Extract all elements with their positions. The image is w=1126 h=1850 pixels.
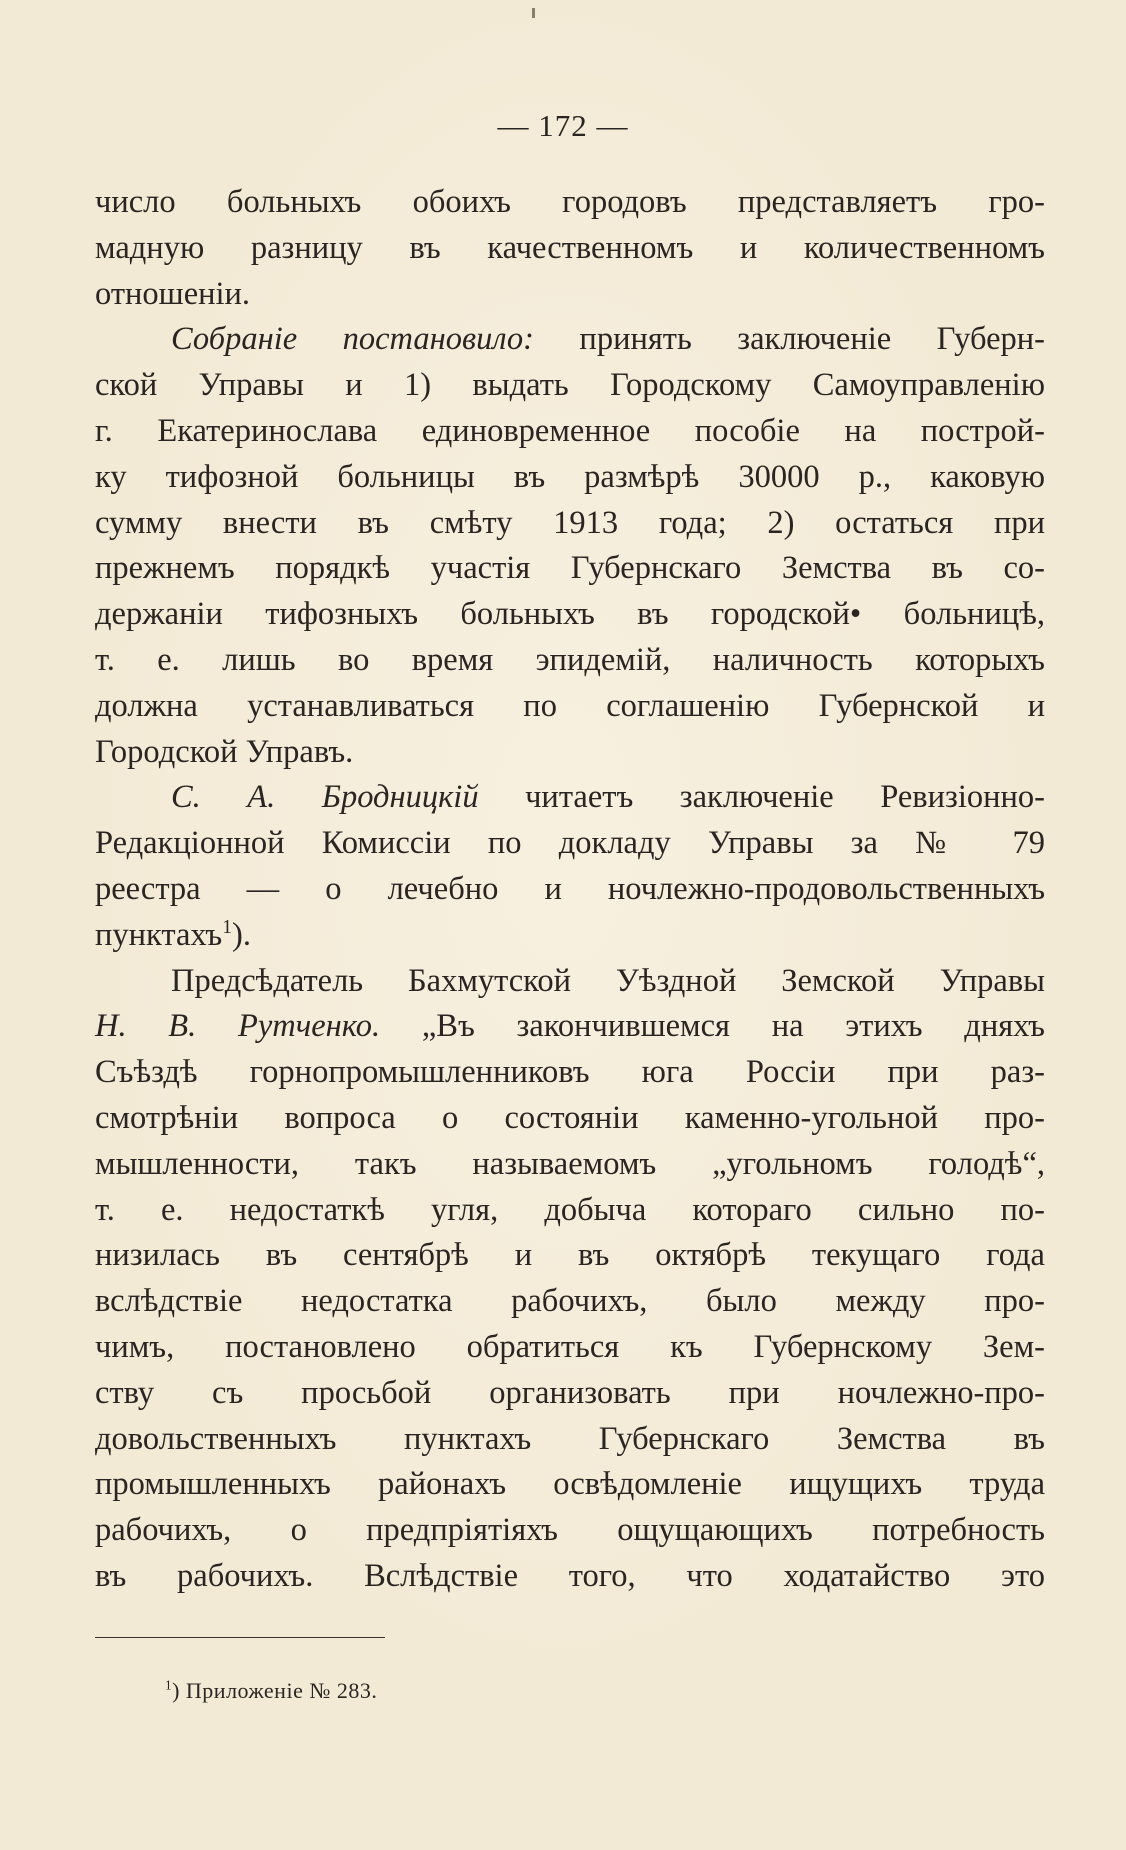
body-text xyxy=(95,180,1045,1600)
italic-name: С. А. Бродницкій xyxy=(171,779,479,816)
text-line: въ рабочихъ. Вслѣдствіе того, что ходатайство это xyxy=(95,1557,1045,1594)
text-line: Собраніе постановило: принять заключеніе Губерн- xyxy=(171,321,1046,358)
text-line: Редакціонной Комиссіи по докладу Управы за № 79 xyxy=(95,825,1045,862)
footnote-ref: 1 xyxy=(222,916,232,938)
text-line: т. е. лишь во время эпидемій, наличность которыхъ xyxy=(95,641,1045,678)
text-line: низилась въ сентябрѣ и въ октябрѣ текущаго года xyxy=(95,1237,1045,1274)
text-line: вслѣдствіе недостатка рабочихъ, было между про- xyxy=(95,1283,1045,1320)
text-line: чимъ, постановлено обратиться къ Губернскому Зем- xyxy=(95,1328,1045,1365)
footnote xyxy=(165,1678,377,1704)
footnote-text: ) Приложеніе № 283. xyxy=(172,1678,378,1703)
page-number: — 172 — xyxy=(497,108,629,143)
printer-mark xyxy=(532,8,535,18)
text-line: С. А. Бродницкій читаетъ заключеніе Ревизіонно- xyxy=(171,779,1045,816)
text-line: ству съ просьбой организовать при ночлежно-про- xyxy=(95,1374,1045,1411)
text-line: смотрѣніи вопроса о состояніи каменно-угольной про- xyxy=(95,1099,1045,1136)
text-line: должна устанавливаться по соглашенію Губернской и xyxy=(95,687,1045,724)
text-line: Предсѣдатель Бахмутской Уѣздной Земской Управы xyxy=(171,962,1045,999)
text-line: прежнемъ порядкѣ участія Губернскаго Земства въ со- xyxy=(95,550,1045,587)
text-line: сумму внести въ смѣту 1913 года; 2) остаться при xyxy=(95,504,1045,541)
text-line: рабочихъ, о предпріятіяхъ ощущающихъ потребность xyxy=(95,1512,1045,1549)
text-line: пунктахъ$^1$). xyxy=(95,916,251,953)
italic-phrase: Собраніе постановило: xyxy=(171,321,534,358)
italic-name: Н. В. Рутченко. xyxy=(95,1008,381,1045)
footnote-marker: 1 xyxy=(165,1677,173,1693)
text-line: мышленности, такъ называемомъ „угольномъ голодѣ“, xyxy=(95,1145,1045,1182)
text-line: держаніи тифозныхъ больныхъ въ городской• больницѣ, xyxy=(95,596,1045,633)
text-line: реестра — о лечебно и ночлежно-продовольственныхъ xyxy=(95,870,1045,907)
text-line: Городской Управъ. xyxy=(95,733,354,770)
text-line: Съѣздѣ горнопромышленниковъ юга Россіи при раз- xyxy=(95,1054,1045,1091)
text-line: число больныхъ обоихъ городовъ представляетъ гро- xyxy=(95,184,1045,220)
text-line: г. Екатеринослава единовременное пособіе на построй- xyxy=(95,412,1045,449)
text-line: промышленныхъ районахъ освѣдомленіе ищущихъ труда xyxy=(95,1466,1045,1503)
text-line: ской Управы и 1) выдать Городскому Самоуправленію xyxy=(95,367,1045,404)
text-line: Н. В. Рутченко. „Въ закончившемся на этихъ дняхъ xyxy=(95,1008,1045,1045)
text-line: довольственныхъ пунктахъ Губернскаго Земства въ xyxy=(95,1420,1045,1457)
text-line: мадную разницу въ качественномъ и количественномъ xyxy=(95,229,1045,266)
footnote-divider xyxy=(95,1637,385,1638)
text-line: отношеніи. xyxy=(95,275,251,312)
text-line: т. е. недостаткѣ угля, добыча котораго сильно по- xyxy=(95,1191,1045,1228)
text-line: ку тифозной больницы въ размѣрѣ 30000 р., каковую xyxy=(95,458,1045,495)
